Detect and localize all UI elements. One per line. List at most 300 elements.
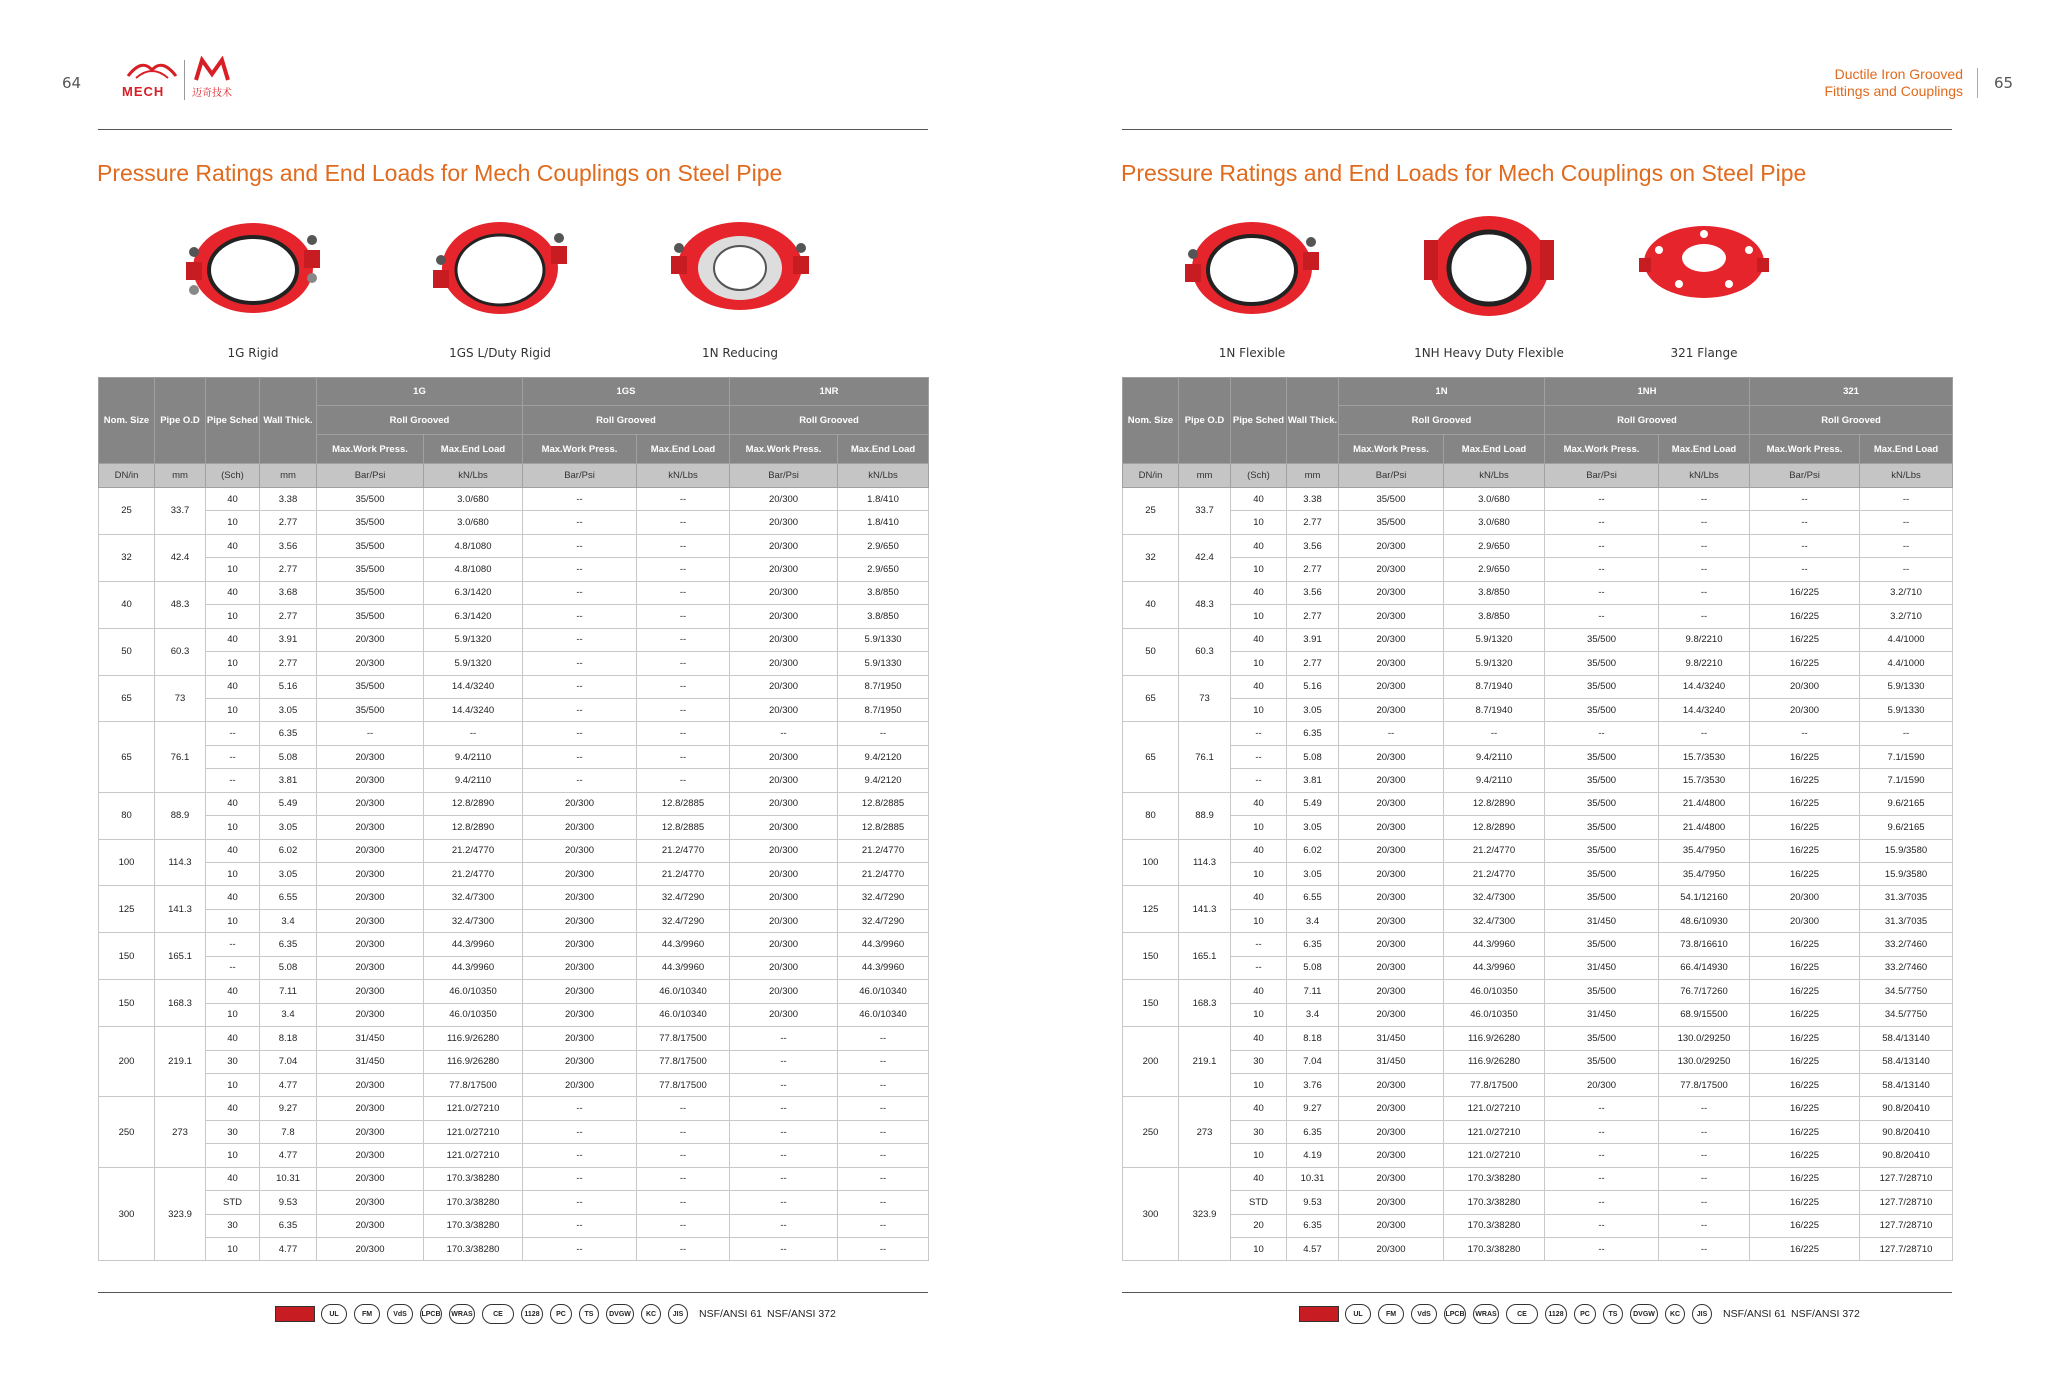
table-cell: 3.4 <box>1287 1003 1339 1026</box>
table-cell: 30 <box>1231 1120 1287 1143</box>
pipe-od-cell: 273 <box>1179 1097 1231 1167</box>
table-cell: 3.91 <box>260 628 317 651</box>
table-cell: 46.0/10350 <box>1444 980 1545 1003</box>
table-row <box>1123 816 1953 839</box>
table-cell: 170.3/38280 <box>1444 1238 1545 1261</box>
table-cell: 40 <box>206 675 260 698</box>
unit-header: Bar/Psi <box>1750 464 1860 488</box>
cert-flag-icon <box>275 1306 315 1322</box>
table-cell: 44.3/9960 <box>637 956 730 979</box>
table-cell: -- <box>206 956 260 979</box>
table-cell: 2.9/650 <box>838 558 929 581</box>
table-row <box>99 488 929 511</box>
pipe-od-cell: 33.7 <box>155 488 206 535</box>
table-cell: 3.81 <box>1287 769 1339 792</box>
table-cell: 130.0/29250 <box>1659 1027 1750 1050</box>
table-cell: -- <box>1545 558 1659 581</box>
table-cell: 10 <box>206 605 260 628</box>
table-cell: -- <box>730 1120 838 1143</box>
table-cell: 16/225 <box>1750 1073 1860 1096</box>
cert-badge-icon: TS <box>579 1304 599 1324</box>
table-cell: 16/225 <box>1750 652 1860 675</box>
table-cell: 58.4/13140 <box>1860 1073 1953 1096</box>
table-row <box>99 698 929 721</box>
table-row <box>1123 605 1953 628</box>
table-row <box>99 769 929 792</box>
table-cell: 10 <box>206 511 260 534</box>
table-cell: 20/300 <box>1339 863 1444 886</box>
table-cell: -- <box>1231 745 1287 768</box>
table-row <box>1123 1191 1953 1214</box>
table-cell: 6.35 <box>260 1214 317 1237</box>
table-cell: 40 <box>1231 980 1287 1003</box>
table-cell: 30 <box>206 1214 260 1237</box>
table-row <box>99 675 929 698</box>
coupling-reducing-icon <box>665 210 815 330</box>
table-cell: 46.0/10350 <box>1444 1003 1545 1026</box>
brand-name: MECH <box>122 84 165 99</box>
pipe-od-cell: 114.3 <box>1179 839 1231 886</box>
pipe-od-cell: 48.3 <box>155 581 206 628</box>
table-cell: -- <box>523 722 637 745</box>
table-cell: -- <box>838 1050 929 1073</box>
table-cell: 35/500 <box>1339 511 1444 534</box>
table-cell: 40 <box>206 1027 260 1050</box>
table-row <box>99 558 929 581</box>
certification-strip <box>1299 1300 1954 1328</box>
table-cell: 20/300 <box>1339 558 1444 581</box>
table-row <box>1123 722 1953 745</box>
table-cell: 46.0/10340 <box>838 980 929 1003</box>
table-cell: 130.0/29250 <box>1659 1050 1750 1073</box>
table-cell: 30 <box>206 1120 260 1143</box>
table-row <box>1123 1097 1953 1120</box>
table-cell: 10 <box>1231 511 1287 534</box>
nom-size-cell: 25 <box>1123 488 1179 535</box>
table-row <box>99 581 929 604</box>
table-cell: 20/300 <box>317 839 424 862</box>
pipe-od-cell: 141.3 <box>155 886 206 933</box>
table-cell: -- <box>637 1097 730 1120</box>
table-cell: 20/300 <box>1339 816 1444 839</box>
nom-size-cell: 150 <box>99 980 155 1027</box>
table-cell: 20/300 <box>523 1027 637 1050</box>
pipe-od-cell: 88.9 <box>1179 792 1231 839</box>
table-cell: 35/500 <box>1545 886 1659 909</box>
table-cell: 3.0/680 <box>424 488 523 511</box>
table-row <box>99 1238 929 1261</box>
table-cell: 12.8/2890 <box>424 816 523 839</box>
table-cell: -- <box>1545 1238 1659 1261</box>
table-cell: 170.3/38280 <box>424 1191 523 1214</box>
table-cell: 34.5/7750 <box>1860 980 1953 1003</box>
table-row <box>1123 745 1953 768</box>
table-cell: 10.31 <box>260 1167 317 1190</box>
table-row <box>1123 675 1953 698</box>
table-cell: 10 <box>206 909 260 932</box>
brand-cn-name: 迈奇技术 <box>192 88 232 99</box>
table-row <box>1123 980 1953 1003</box>
table-cell: 35/500 <box>1545 980 1659 1003</box>
table-cell: 35/500 <box>1545 769 1659 792</box>
table-cell: 10 <box>206 863 260 886</box>
table-cell: -- <box>1750 558 1860 581</box>
table-row <box>1123 652 1953 675</box>
table-cell: 116.9/26280 <box>1444 1050 1545 1073</box>
table-row <box>1123 1238 1953 1261</box>
table-cell: 46.0/10340 <box>637 980 730 1003</box>
table-cell: -- <box>730 722 838 745</box>
unit-header: kN/Lbs <box>1860 464 1953 488</box>
table-cell: 16/225 <box>1750 745 1860 768</box>
table-row <box>99 933 929 956</box>
table-cell: 20/300 <box>523 792 637 815</box>
nom-size-cell: 250 <box>99 1097 155 1167</box>
table-cell: 6.3/1420 <box>424 605 523 628</box>
max-work-press-header: Max.Work Press. <box>730 435 838 464</box>
nom-size-cell: 40 <box>99 581 155 628</box>
table-cell: 35/500 <box>1545 792 1659 815</box>
nom-size-cell: 40 <box>1123 581 1179 628</box>
table-cell: 5.9/1320 <box>424 628 523 651</box>
section-header-line: Ductile Iron Grooved <box>1834 66 1963 82</box>
table-cell: -- <box>730 1191 838 1214</box>
table-row <box>99 722 929 745</box>
table-cell: -- <box>1659 1120 1750 1143</box>
table-cell: 16/225 <box>1750 980 1860 1003</box>
table-cell: 10 <box>1231 909 1287 932</box>
table-cell: 21.4/4800 <box>1659 816 1750 839</box>
unit-header: Bar/Psi <box>1545 464 1659 488</box>
max-end-load-header: Max.End Load <box>1444 435 1545 464</box>
table-cell: 3.2/710 <box>1860 605 1953 628</box>
table-cell: 20/300 <box>730 933 838 956</box>
nom-size-cell: 250 <box>1123 1097 1179 1167</box>
pipe-od-cell: 165.1 <box>155 933 206 980</box>
table-cell: 20/300 <box>523 980 637 1003</box>
table-cell: 31/450 <box>1545 909 1659 932</box>
table-cell: 9.4/2120 <box>838 769 929 792</box>
table-cell: 20/300 <box>523 863 637 886</box>
nom-size-cell: 65 <box>1123 675 1179 722</box>
table-cell: 44.3/9960 <box>1444 956 1545 979</box>
max-work-press-header: Max.Work Press. <box>523 435 637 464</box>
table-cell: 40 <box>1231 1167 1287 1190</box>
table-cell: 40 <box>1231 1097 1287 1120</box>
table-cell: 32.4/7300 <box>1444 909 1545 932</box>
table-cell: -- <box>730 1238 838 1261</box>
page-title: Pressure Ratings and End Loads for Mech Couplings on Steel Pipe <box>1121 160 1807 186</box>
table-cell: 10 <box>1231 816 1287 839</box>
table-cell: 3.8/850 <box>838 581 929 604</box>
cert-badge-icon: FM <box>1378 1304 1404 1324</box>
table-cell: -- <box>637 581 730 604</box>
table-cell: 20/300 <box>1339 980 1444 1003</box>
table-cell: -- <box>1545 1191 1659 1214</box>
cert-badge-icon: UL <box>321 1304 347 1324</box>
table-cell: 20/300 <box>730 511 838 534</box>
table-cell: 21.2/4770 <box>424 839 523 862</box>
cert-badge-icon: JIS <box>668 1304 688 1324</box>
table-cell: 20/300 <box>317 1073 424 1096</box>
table-cell: -- <box>523 1097 637 1120</box>
table-cell: 31.3/7035 <box>1860 909 1953 932</box>
table-row <box>1123 769 1953 792</box>
unit-header: mm <box>260 464 317 488</box>
table-cell: -- <box>730 1144 838 1167</box>
table-cell: 20/300 <box>730 816 838 839</box>
table-row <box>99 909 929 932</box>
table-cell: 40 <box>206 792 260 815</box>
table-cell: 40 <box>206 886 260 909</box>
table-row <box>1123 792 1953 815</box>
product-caption: 1GS L/Duty Rigid <box>449 346 551 360</box>
table-cell: 31.3/7035 <box>1860 886 1953 909</box>
table-cell: 5.9/1330 <box>1860 698 1953 721</box>
table-cell: 7.8 <box>260 1120 317 1143</box>
table-cell: -- <box>838 722 929 745</box>
table-cell: 127.7/28710 <box>1860 1167 1953 1190</box>
table-cell: 20/300 <box>523 1003 637 1026</box>
table-cell: 20/300 <box>1339 886 1444 909</box>
cert-badge-icon: VdS <box>387 1304 413 1324</box>
table-cell: 121.0/27210 <box>1444 1144 1545 1167</box>
table-cell: -- <box>523 511 637 534</box>
table-cell: 5.16 <box>1287 675 1339 698</box>
table-cell: 16/225 <box>1750 1144 1860 1167</box>
table-cell: -- <box>1545 605 1659 628</box>
table-cell: 4.77 <box>260 1238 317 1261</box>
table-cell: -- <box>1750 534 1860 557</box>
table-cell: 31/450 <box>1545 1003 1659 1026</box>
table-cell: -- <box>523 581 637 604</box>
nom-size-cell: 65 <box>99 722 155 792</box>
table-cell: 20/300 <box>317 909 424 932</box>
table-cell: 116.9/26280 <box>424 1050 523 1073</box>
table-cell: -- <box>730 1214 838 1237</box>
table-cell: -- <box>637 1144 730 1167</box>
col-header-pipe-sched: Pipe Sched <box>1231 378 1287 464</box>
pipe-od-cell: 60.3 <box>1179 628 1231 675</box>
max-end-load-header: Max.End Load <box>838 435 929 464</box>
table-row <box>99 816 929 839</box>
table-row <box>1123 534 1953 557</box>
cert-badge-icon: VdS <box>1411 1304 1437 1324</box>
product-caption: 1N Reducing <box>702 346 778 360</box>
table-cell: 20/300 <box>1339 1238 1444 1261</box>
table-cell: 16/225 <box>1750 933 1860 956</box>
table-cell: 8.7/1940 <box>1444 675 1545 698</box>
table-cell: 12.8/2885 <box>637 792 730 815</box>
table-cell: 15.7/3530 <box>1659 745 1750 768</box>
table-cell: 46.0/10350 <box>424 980 523 1003</box>
table-cell: 20/300 <box>730 628 838 651</box>
table-cell: 35/500 <box>317 488 424 511</box>
table-cell: 90.8/20410 <box>1860 1097 1953 1120</box>
table-row <box>1123 1050 1953 1073</box>
table-cell: 16/225 <box>1750 769 1860 792</box>
table-cell: 40 <box>206 534 260 557</box>
table-cell: 9.8/2210 <box>1659 628 1750 651</box>
table-cell: 10 <box>1231 698 1287 721</box>
coupling-light-duty-icon <box>425 210 575 330</box>
table-cell: 6.55 <box>1287 886 1339 909</box>
table-cell: 40 <box>206 1167 260 1190</box>
table-cell: 3.56 <box>1287 534 1339 557</box>
roll-grooved-header: Roll Grooved <box>1545 406 1750 435</box>
table-cell: -- <box>523 745 637 768</box>
table-cell: 121.0/27210 <box>424 1120 523 1143</box>
table-cell: 34.5/7750 <box>1860 1003 1953 1026</box>
product-caption: 1NH Heavy Duty Flexible <box>1414 346 1564 360</box>
table-cell: 9.27 <box>260 1097 317 1120</box>
table-cell: -- <box>637 698 730 721</box>
table-cell: 35.4/7950 <box>1659 839 1750 862</box>
table-cell: 2.77 <box>260 652 317 675</box>
table-cell: 16/225 <box>1750 1003 1860 1026</box>
table-cell: -- <box>1545 1120 1659 1143</box>
table-cell: 40 <box>1231 675 1287 698</box>
table-cell: 3.38 <box>1287 488 1339 511</box>
table-cell: 44.3/9960 <box>424 956 523 979</box>
right-page <box>1024 0 2048 1390</box>
max-work-press-header: Max.Work Press. <box>317 435 424 464</box>
table-cell: -- <box>523 1120 637 1143</box>
table-cell: 20/300 <box>730 886 838 909</box>
table-cell: 170.3/38280 <box>1444 1167 1545 1190</box>
unit-header: Bar/Psi <box>730 464 838 488</box>
table-row <box>1123 698 1953 721</box>
table-cell: 170.3/38280 <box>424 1167 523 1190</box>
table-cell: 35/500 <box>317 605 424 628</box>
table-cell: 14.4/3240 <box>424 675 523 698</box>
table-cell: 20/300 <box>1339 675 1444 698</box>
table-cell: -- <box>1750 511 1860 534</box>
product-1gs <box>410 210 590 360</box>
table-cell: -- <box>1545 534 1659 557</box>
table-row <box>99 511 929 534</box>
table-cell: 20/300 <box>523 886 637 909</box>
table-cell: 3.4 <box>1287 909 1339 932</box>
cert-badge-icon: WRAS <box>1473 1304 1499 1324</box>
table-cell: 5.9/1330 <box>838 652 929 675</box>
table-cell: -- <box>523 675 637 698</box>
table-cell: -- <box>523 1214 637 1237</box>
table-cell: 2.77 <box>1287 605 1339 628</box>
table-cell: 20/300 <box>317 1238 424 1261</box>
table-cell: -- <box>523 558 637 581</box>
product-1n <box>1162 210 1342 360</box>
table-cell: 20/300 <box>730 605 838 628</box>
table-cell: 77.8/17500 <box>637 1027 730 1050</box>
table-cell: -- <box>1659 722 1750 745</box>
unit-header: kN/Lbs <box>1444 464 1545 488</box>
table-cell: 40 <box>206 1097 260 1120</box>
section-header <box>1824 66 1963 100</box>
cert-badge-icon: KC <box>641 1304 661 1324</box>
table-cell: 3.05 <box>1287 863 1339 886</box>
table-cell: 12.8/2890 <box>424 792 523 815</box>
coupling-heavy-duty-icon <box>1414 210 1564 330</box>
table-cell: 20/300 <box>1339 1097 1444 1120</box>
nom-size-cell: 80 <box>99 792 155 839</box>
table-cell: 20/300 <box>317 816 424 839</box>
group-header: 1NH <box>1545 378 1750 406</box>
cert-badge-icon: PC <box>550 1304 572 1324</box>
cert-badge-icon: UL <box>1345 1304 1371 1324</box>
group-header: 321 <box>1750 378 1953 406</box>
table-cell: -- <box>1545 1167 1659 1190</box>
unit-header: (Sch) <box>206 464 260 488</box>
table-cell: -- <box>1860 488 1953 511</box>
table-cell: 1.8/410 <box>838 488 929 511</box>
table-row <box>99 1073 929 1096</box>
flange-icon <box>1629 210 1779 330</box>
table-cell: 10.31 <box>1287 1167 1339 1190</box>
table-cell: 20/300 <box>317 886 424 909</box>
table-cell: -- <box>1659 1214 1750 1237</box>
table-row <box>1123 1073 1953 1096</box>
unit-header: Bar/Psi <box>317 464 424 488</box>
table-cell: 3.0/680 <box>424 511 523 534</box>
table-cell: 35/500 <box>1545 839 1659 862</box>
table-cell: -- <box>1545 722 1659 745</box>
roll-grooved-header: Roll Grooved <box>317 406 523 435</box>
table-cell: 4.8/1080 <box>424 534 523 557</box>
table-cell: 20/300 <box>730 558 838 581</box>
page-number: 65 <box>1994 74 2014 92</box>
table-cell: 4.8/1080 <box>424 558 523 581</box>
table-cell: 9.4/2110 <box>424 769 523 792</box>
col-header-pipe-sched: Pipe Sched <box>206 378 260 464</box>
table-cell: 20/300 <box>317 1144 424 1167</box>
table-cell: 15.7/3530 <box>1659 769 1750 792</box>
unit-header: mm <box>1287 464 1339 488</box>
cert-badge-icon: DVGW <box>606 1304 634 1324</box>
table-cell: 20/300 <box>1339 1120 1444 1143</box>
table-cell: 58.4/13140 <box>1860 1050 1953 1073</box>
table-cell: 32.4/7290 <box>838 909 929 932</box>
table-cell: 121.0/27210 <box>1444 1120 1545 1143</box>
table-cell: 44.3/9960 <box>637 933 730 956</box>
table-cell: -- <box>1659 488 1750 511</box>
table-cell: 20 <box>1231 1214 1287 1237</box>
table-cell: -- <box>523 652 637 675</box>
table-cell: 20/300 <box>1750 698 1860 721</box>
table-cell: 9.27 <box>1287 1097 1339 1120</box>
table-row <box>1123 1167 1953 1190</box>
col-header-wall-thick: Wall Thick. <box>260 378 317 464</box>
table-cell: -- <box>730 1050 838 1073</box>
table-cell: 16/225 <box>1750 1167 1860 1190</box>
table-row <box>99 839 929 862</box>
pipe-od-cell: 73 <box>155 675 206 722</box>
pipe-od-cell: 273 <box>155 1097 206 1167</box>
table-cell: 3.38 <box>260 488 317 511</box>
table-cell: 7.04 <box>1287 1050 1339 1073</box>
pressure-table <box>1122 377 1953 1261</box>
table-cell: 5.08 <box>260 956 317 979</box>
table-cell: -- <box>1339 722 1444 745</box>
table-row <box>1123 909 1953 932</box>
table-cell: 44.3/9960 <box>838 933 929 956</box>
table-cell: -- <box>1545 1214 1659 1237</box>
table-cell: 40 <box>1231 581 1287 604</box>
table-cell: 40 <box>1231 628 1287 651</box>
table-cell: 20/300 <box>317 652 424 675</box>
table-cell: 9.8/2210 <box>1659 652 1750 675</box>
table-row <box>1123 581 1953 604</box>
